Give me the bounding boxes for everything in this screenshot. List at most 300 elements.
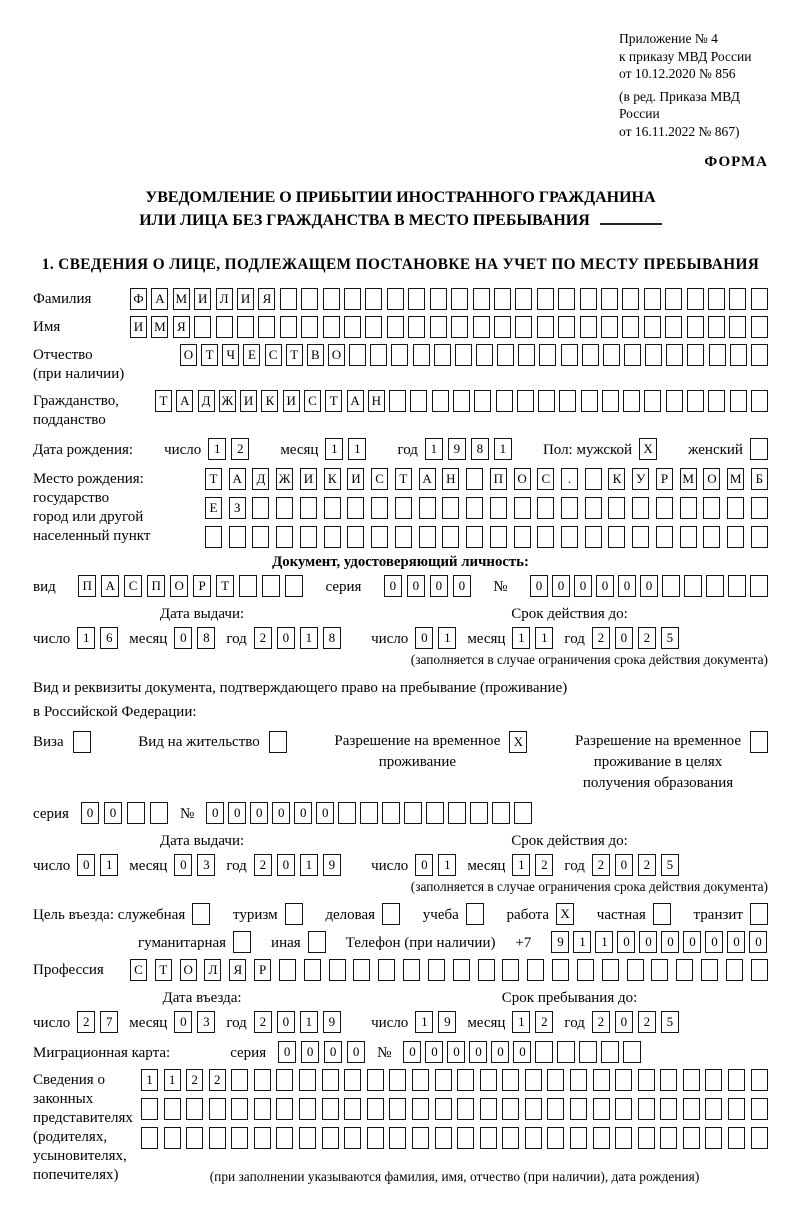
char-cell[interactable]: 2 xyxy=(638,627,656,649)
char-cell[interactable] xyxy=(751,1069,768,1091)
char-cell[interactable] xyxy=(252,497,269,519)
char-cell[interactable] xyxy=(593,1127,610,1149)
char-cell[interactable] xyxy=(466,903,484,925)
char-cell[interactable] xyxy=(254,1127,271,1149)
char-cell[interactable] xyxy=(558,288,575,310)
char-cell[interactable]: X xyxy=(509,731,527,753)
char-cell[interactable] xyxy=(378,959,395,981)
char-cell[interactable]: 9 xyxy=(323,854,341,876)
char-cell[interactable] xyxy=(231,1127,248,1149)
char-cell[interactable]: 0 xyxy=(618,575,636,597)
char-cell[interactable] xyxy=(514,497,531,519)
char-cell[interactable]: Р xyxy=(254,959,271,981)
char-cell[interactable] xyxy=(497,344,514,366)
char-cell[interactable] xyxy=(382,903,400,925)
char-cell[interactable]: 2 xyxy=(186,1069,203,1091)
char-cell[interactable]: 9 xyxy=(438,1011,456,1033)
char-cell[interactable]: И xyxy=(240,390,257,412)
char-cell[interactable] xyxy=(638,1098,655,1120)
char-cell[interactable]: 2 xyxy=(254,1011,272,1033)
char-cell[interactable]: 2 xyxy=(592,627,610,649)
char-cell[interactable] xyxy=(703,497,720,519)
char-cell[interactable] xyxy=(537,526,554,548)
char-cell[interactable] xyxy=(644,288,661,310)
char-cell[interactable] xyxy=(466,468,483,490)
char-cell[interactable] xyxy=(502,959,519,981)
char-cell[interactable] xyxy=(322,1098,339,1120)
char-cell[interactable]: 1 xyxy=(573,931,591,953)
char-cell[interactable] xyxy=(474,390,491,412)
char-cell[interactable] xyxy=(608,526,625,548)
char-cell[interactable]: Д xyxy=(252,468,269,490)
char-cell[interactable]: С xyxy=(265,344,282,366)
char-cell[interactable]: 1 xyxy=(325,438,343,460)
char-cell[interactable]: Н xyxy=(442,468,459,490)
char-cell[interactable] xyxy=(442,526,459,548)
char-cell[interactable] xyxy=(276,1127,293,1149)
char-cell[interactable] xyxy=(603,344,620,366)
char-cell[interactable]: В xyxy=(307,344,324,366)
char-cell[interactable] xyxy=(347,526,364,548)
char-cell[interactable] xyxy=(535,1041,553,1063)
char-cell[interactable] xyxy=(559,390,576,412)
char-cell[interactable] xyxy=(561,497,578,519)
char-cell[interactable]: Ж xyxy=(276,468,293,490)
char-cell[interactable] xyxy=(141,1098,158,1120)
char-cell[interactable]: П xyxy=(78,575,96,597)
char-cell[interactable]: Р xyxy=(193,575,211,597)
char-cell[interactable] xyxy=(632,526,649,548)
char-cell[interactable]: 0 xyxy=(552,575,570,597)
char-cell[interactable] xyxy=(209,1127,226,1149)
char-cell[interactable] xyxy=(410,390,427,412)
char-cell[interactable]: Б xyxy=(751,468,768,490)
char-cell[interactable]: 1 xyxy=(300,854,318,876)
char-cell[interactable] xyxy=(478,959,495,981)
char-cell[interactable] xyxy=(627,959,644,981)
char-cell[interactable] xyxy=(276,497,293,519)
char-cell[interactable] xyxy=(347,497,364,519)
char-cell[interactable]: Т xyxy=(155,390,172,412)
char-cell[interactable]: О xyxy=(328,344,345,366)
char-cell[interactable] xyxy=(150,802,168,824)
char-cell[interactable] xyxy=(254,1069,271,1091)
char-cell[interactable] xyxy=(502,1127,519,1149)
char-cell[interactable]: С xyxy=(537,468,554,490)
char-cell[interactable] xyxy=(515,316,532,338)
char-cell[interactable]: С xyxy=(130,959,147,981)
char-cell[interactable]: 0 xyxy=(574,575,592,597)
char-cell[interactable] xyxy=(705,1098,722,1120)
char-cell[interactable]: 5 xyxy=(661,854,679,876)
char-cell[interactable]: 5 xyxy=(661,1011,679,1033)
char-cell[interactable]: 0 xyxy=(749,931,767,953)
char-cell[interactable]: 0 xyxy=(347,1041,365,1063)
char-cell[interactable]: К xyxy=(261,390,278,412)
char-cell[interactable] xyxy=(728,1069,745,1091)
char-cell[interactable] xyxy=(209,1098,226,1120)
char-cell[interactable] xyxy=(687,316,704,338)
char-cell[interactable] xyxy=(496,390,513,412)
char-cell[interactable]: Т xyxy=(395,468,412,490)
char-cell[interactable] xyxy=(473,288,490,310)
char-cell[interactable]: 1 xyxy=(595,931,613,953)
char-cell[interactable] xyxy=(525,1127,542,1149)
char-cell[interactable] xyxy=(687,344,704,366)
char-cell[interactable]: 1 xyxy=(300,627,318,649)
char-cell[interactable] xyxy=(344,316,361,338)
char-cell[interactable] xyxy=(412,1098,429,1120)
char-cell[interactable] xyxy=(252,526,269,548)
char-cell[interactable] xyxy=(480,1098,497,1120)
char-cell[interactable]: 0 xyxy=(617,931,635,953)
char-cell[interactable] xyxy=(552,959,569,981)
char-cell[interactable] xyxy=(705,1069,722,1091)
char-cell[interactable] xyxy=(367,1069,384,1091)
char-cell[interactable] xyxy=(750,731,768,753)
char-cell[interactable] xyxy=(708,288,725,310)
char-cell[interactable] xyxy=(680,497,697,519)
char-cell[interactable]: Ч xyxy=(222,344,239,366)
char-cell[interactable] xyxy=(638,1069,655,1091)
char-cell[interactable] xyxy=(728,1127,745,1149)
char-cell[interactable]: 0 xyxy=(661,931,679,953)
char-cell[interactable] xyxy=(727,497,744,519)
char-cell[interactable] xyxy=(644,390,661,412)
char-cell[interactable] xyxy=(656,526,673,548)
char-cell[interactable] xyxy=(432,390,449,412)
char-cell[interactable] xyxy=(435,1098,452,1120)
char-cell[interactable] xyxy=(665,316,682,338)
char-cell[interactable] xyxy=(632,497,649,519)
char-cell[interactable]: 0 xyxy=(469,1041,487,1063)
char-cell[interactable] xyxy=(729,288,746,310)
char-cell[interactable] xyxy=(582,344,599,366)
char-cell[interactable] xyxy=(593,1098,610,1120)
char-cell[interactable] xyxy=(660,1098,677,1120)
char-cell[interactable] xyxy=(514,526,531,548)
char-cell[interactable]: 0 xyxy=(530,575,548,597)
char-cell[interactable] xyxy=(585,526,602,548)
char-cell[interactable] xyxy=(480,1127,497,1149)
char-cell[interactable]: 3 xyxy=(197,854,215,876)
char-cell[interactable]: Я xyxy=(173,316,190,338)
char-cell[interactable]: 0 xyxy=(596,575,614,597)
char-cell[interactable]: Я xyxy=(229,959,246,981)
char-cell[interactable] xyxy=(662,575,680,597)
char-cell[interactable] xyxy=(593,1069,610,1091)
char-cell[interactable] xyxy=(557,1041,575,1063)
char-cell[interactable]: 0 xyxy=(491,1041,509,1063)
char-cell[interactable] xyxy=(708,316,725,338)
char-cell[interactable] xyxy=(269,731,287,753)
char-cell[interactable]: И xyxy=(194,288,211,310)
char-cell[interactable]: 0 xyxy=(272,802,290,824)
char-cell[interactable] xyxy=(538,390,555,412)
char-cell[interactable]: А xyxy=(229,468,246,490)
char-cell[interactable] xyxy=(324,497,341,519)
char-cell[interactable]: 0 xyxy=(174,627,192,649)
char-cell[interactable]: 1 xyxy=(512,627,530,649)
char-cell[interactable] xyxy=(322,1069,339,1091)
char-cell[interactable] xyxy=(570,1098,587,1120)
char-cell[interactable] xyxy=(539,344,556,366)
char-cell[interactable]: 0 xyxy=(705,931,723,953)
char-cell[interactable]: З xyxy=(229,497,246,519)
char-cell[interactable] xyxy=(601,288,618,310)
char-cell[interactable]: 0 xyxy=(430,575,448,597)
char-cell[interactable]: П xyxy=(490,468,507,490)
char-cell[interactable] xyxy=(344,1127,361,1149)
char-cell[interactable]: 1 xyxy=(512,1011,530,1033)
char-cell[interactable]: 0 xyxy=(324,1041,342,1063)
char-cell[interactable]: А xyxy=(419,468,436,490)
char-cell[interactable]: И xyxy=(130,316,147,338)
char-cell[interactable]: С xyxy=(304,390,321,412)
char-cell[interactable]: 0 xyxy=(415,627,433,649)
char-cell[interactable]: Т xyxy=(155,959,172,981)
char-cell[interactable] xyxy=(728,1098,745,1120)
char-cell[interactable] xyxy=(751,1098,768,1120)
char-cell[interactable]: 6 xyxy=(100,627,118,649)
char-cell[interactable]: 0 xyxy=(639,931,657,953)
char-cell[interactable] xyxy=(570,1069,587,1091)
char-cell[interactable] xyxy=(299,1098,316,1120)
char-cell[interactable]: А xyxy=(176,390,193,412)
char-cell[interactable] xyxy=(457,1127,474,1149)
char-cell[interactable] xyxy=(601,316,618,338)
char-cell[interactable] xyxy=(680,526,697,548)
char-cell[interactable]: 1 xyxy=(208,438,226,460)
char-cell[interactable] xyxy=(164,1127,181,1149)
char-cell[interactable] xyxy=(387,288,404,310)
char-cell[interactable]: Л xyxy=(204,959,221,981)
char-cell[interactable]: 1 xyxy=(425,438,443,460)
char-cell[interactable] xyxy=(73,731,91,753)
char-cell[interactable] xyxy=(360,802,378,824)
char-cell[interactable] xyxy=(344,288,361,310)
char-cell[interactable]: 0 xyxy=(206,802,224,824)
char-cell[interactable]: 1 xyxy=(415,1011,433,1033)
char-cell[interactable] xyxy=(580,288,597,310)
char-cell[interactable] xyxy=(254,1098,271,1120)
char-cell[interactable] xyxy=(623,390,640,412)
char-cell[interactable] xyxy=(280,316,297,338)
char-cell[interactable] xyxy=(382,802,400,824)
char-cell[interactable] xyxy=(276,1069,293,1091)
char-cell[interactable] xyxy=(367,1127,384,1149)
char-cell[interactable] xyxy=(304,959,321,981)
char-cell[interactable]: 2 xyxy=(254,627,272,649)
char-cell[interactable] xyxy=(608,497,625,519)
char-cell[interactable] xyxy=(194,316,211,338)
char-cell[interactable] xyxy=(127,802,145,824)
char-cell[interactable] xyxy=(751,344,768,366)
char-cell[interactable]: 1 xyxy=(164,1069,181,1091)
char-cell[interactable]: 2 xyxy=(77,1011,95,1033)
char-cell[interactable] xyxy=(656,497,673,519)
char-cell[interactable] xyxy=(585,468,602,490)
char-cell[interactable]: 9 xyxy=(448,438,466,460)
char-cell[interactable]: И xyxy=(283,390,300,412)
char-cell[interactable]: 1 xyxy=(438,854,456,876)
char-cell[interactable] xyxy=(476,344,493,366)
char-cell[interactable]: 2 xyxy=(638,1011,656,1033)
char-cell[interactable] xyxy=(515,288,532,310)
char-cell[interactable] xyxy=(365,316,382,338)
char-cell[interactable]: 0 xyxy=(250,802,268,824)
char-cell[interactable]: X xyxy=(639,438,657,460)
char-cell[interactable]: 2 xyxy=(254,854,272,876)
char-cell[interactable] xyxy=(276,1098,293,1120)
char-cell[interactable] xyxy=(395,526,412,548)
char-cell[interactable] xyxy=(451,316,468,338)
char-cell[interactable] xyxy=(750,903,768,925)
char-cell[interactable] xyxy=(751,1127,768,1149)
char-cell[interactable] xyxy=(615,1098,632,1120)
char-cell[interactable]: 1 xyxy=(494,438,512,460)
char-cell[interactable]: 1 xyxy=(77,627,95,649)
char-cell[interactable] xyxy=(205,526,222,548)
char-cell[interactable] xyxy=(276,526,293,548)
char-cell[interactable]: 0 xyxy=(403,1041,421,1063)
char-cell[interactable]: 8 xyxy=(197,627,215,649)
char-cell[interactable] xyxy=(370,344,387,366)
char-cell[interactable] xyxy=(329,959,346,981)
char-cell[interactable]: У xyxy=(632,468,649,490)
char-cell[interactable] xyxy=(684,575,702,597)
char-cell[interactable] xyxy=(730,344,747,366)
char-cell[interactable] xyxy=(301,316,318,338)
char-cell[interactable] xyxy=(426,802,444,824)
char-cell[interactable] xyxy=(229,526,246,548)
char-cell[interactable] xyxy=(527,959,544,981)
char-cell[interactable] xyxy=(585,497,602,519)
char-cell[interactable] xyxy=(448,802,466,824)
char-cell[interactable] xyxy=(547,1069,564,1091)
char-cell[interactable] xyxy=(666,344,683,366)
char-cell[interactable] xyxy=(492,802,510,824)
char-cell[interactable] xyxy=(338,802,356,824)
char-cell[interactable] xyxy=(751,316,768,338)
char-cell[interactable] xyxy=(299,1127,316,1149)
char-cell[interactable] xyxy=(622,316,639,338)
char-cell[interactable] xyxy=(706,575,724,597)
char-cell[interactable] xyxy=(473,316,490,338)
char-cell[interactable]: 1 xyxy=(535,627,553,649)
char-cell[interactable] xyxy=(514,802,532,824)
char-cell[interactable] xyxy=(470,802,488,824)
char-cell[interactable] xyxy=(231,1098,248,1120)
char-cell[interactable] xyxy=(683,1098,700,1120)
char-cell[interactable] xyxy=(490,497,507,519)
char-cell[interactable] xyxy=(728,575,746,597)
char-cell[interactable] xyxy=(413,344,430,366)
char-cell[interactable] xyxy=(389,1069,406,1091)
char-cell[interactable]: 0 xyxy=(228,802,246,824)
char-cell[interactable]: 0 xyxy=(277,854,295,876)
char-cell[interactable]: 1 xyxy=(141,1069,158,1091)
char-cell[interactable] xyxy=(164,1098,181,1120)
char-cell[interactable]: 0 xyxy=(407,575,425,597)
char-cell[interactable] xyxy=(547,1127,564,1149)
char-cell[interactable] xyxy=(570,1127,587,1149)
char-cell[interactable] xyxy=(660,1127,677,1149)
char-cell[interactable] xyxy=(233,931,251,953)
char-cell[interactable] xyxy=(186,1127,203,1149)
char-cell[interactable] xyxy=(537,497,554,519)
char-cell[interactable]: 1 xyxy=(438,627,456,649)
char-cell[interactable] xyxy=(455,344,472,366)
char-cell[interactable] xyxy=(258,316,275,338)
char-cell[interactable]: С xyxy=(371,468,388,490)
char-cell[interactable] xyxy=(279,959,296,981)
char-cell[interactable] xyxy=(285,903,303,925)
char-cell[interactable] xyxy=(577,959,594,981)
char-cell[interactable]: 0 xyxy=(415,854,433,876)
char-cell[interactable]: 1 xyxy=(348,438,366,460)
char-cell[interactable]: 7 xyxy=(100,1011,118,1033)
char-cell[interactable]: М xyxy=(173,288,190,310)
char-cell[interactable] xyxy=(490,526,507,548)
char-cell[interactable] xyxy=(186,1098,203,1120)
char-cell[interactable] xyxy=(676,959,693,981)
char-cell[interactable] xyxy=(525,1098,542,1120)
char-cell[interactable]: К xyxy=(608,468,625,490)
char-cell[interactable]: Т xyxy=(205,468,222,490)
char-cell[interactable]: Д xyxy=(198,390,215,412)
char-cell[interactable]: 0 xyxy=(447,1041,465,1063)
char-cell[interactable] xyxy=(537,288,554,310)
char-cell[interactable]: 2 xyxy=(535,1011,553,1033)
char-cell[interactable] xyxy=(615,1069,632,1091)
char-cell[interactable]: 0 xyxy=(513,1041,531,1063)
char-cell[interactable] xyxy=(601,1041,619,1063)
char-cell[interactable] xyxy=(502,1069,519,1091)
char-cell[interactable]: 0 xyxy=(640,575,658,597)
char-cell[interactable] xyxy=(457,1069,474,1091)
char-cell[interactable] xyxy=(751,959,768,981)
char-cell[interactable] xyxy=(622,288,639,310)
char-cell[interactable] xyxy=(750,575,768,597)
char-cell[interactable] xyxy=(518,344,535,366)
char-cell[interactable]: 9 xyxy=(323,1011,341,1033)
char-cell[interactable] xyxy=(391,344,408,366)
char-cell[interactable]: С xyxy=(124,575,142,597)
char-cell[interactable]: 0 xyxy=(104,802,122,824)
char-cell[interactable] xyxy=(395,497,412,519)
char-cell[interactable] xyxy=(687,288,704,310)
char-cell[interactable] xyxy=(494,288,511,310)
char-cell[interactable] xyxy=(623,1041,641,1063)
char-cell[interactable] xyxy=(653,903,671,925)
char-cell[interactable]: О xyxy=(514,468,531,490)
char-cell[interactable]: 0 xyxy=(453,575,471,597)
char-cell[interactable]: Т xyxy=(325,390,342,412)
char-cell[interactable] xyxy=(408,288,425,310)
char-cell[interactable]: Т xyxy=(286,344,303,366)
char-cell[interactable] xyxy=(300,526,317,548)
char-cell[interactable] xyxy=(561,344,578,366)
char-cell[interactable] xyxy=(615,1127,632,1149)
char-cell[interactable] xyxy=(300,497,317,519)
char-cell[interactable]: А xyxy=(347,390,364,412)
char-cell[interactable]: М xyxy=(680,468,697,490)
char-cell[interactable] xyxy=(561,526,578,548)
char-cell[interactable]: 8 xyxy=(323,627,341,649)
char-cell[interactable]: 1 xyxy=(512,854,530,876)
char-cell[interactable] xyxy=(727,526,744,548)
